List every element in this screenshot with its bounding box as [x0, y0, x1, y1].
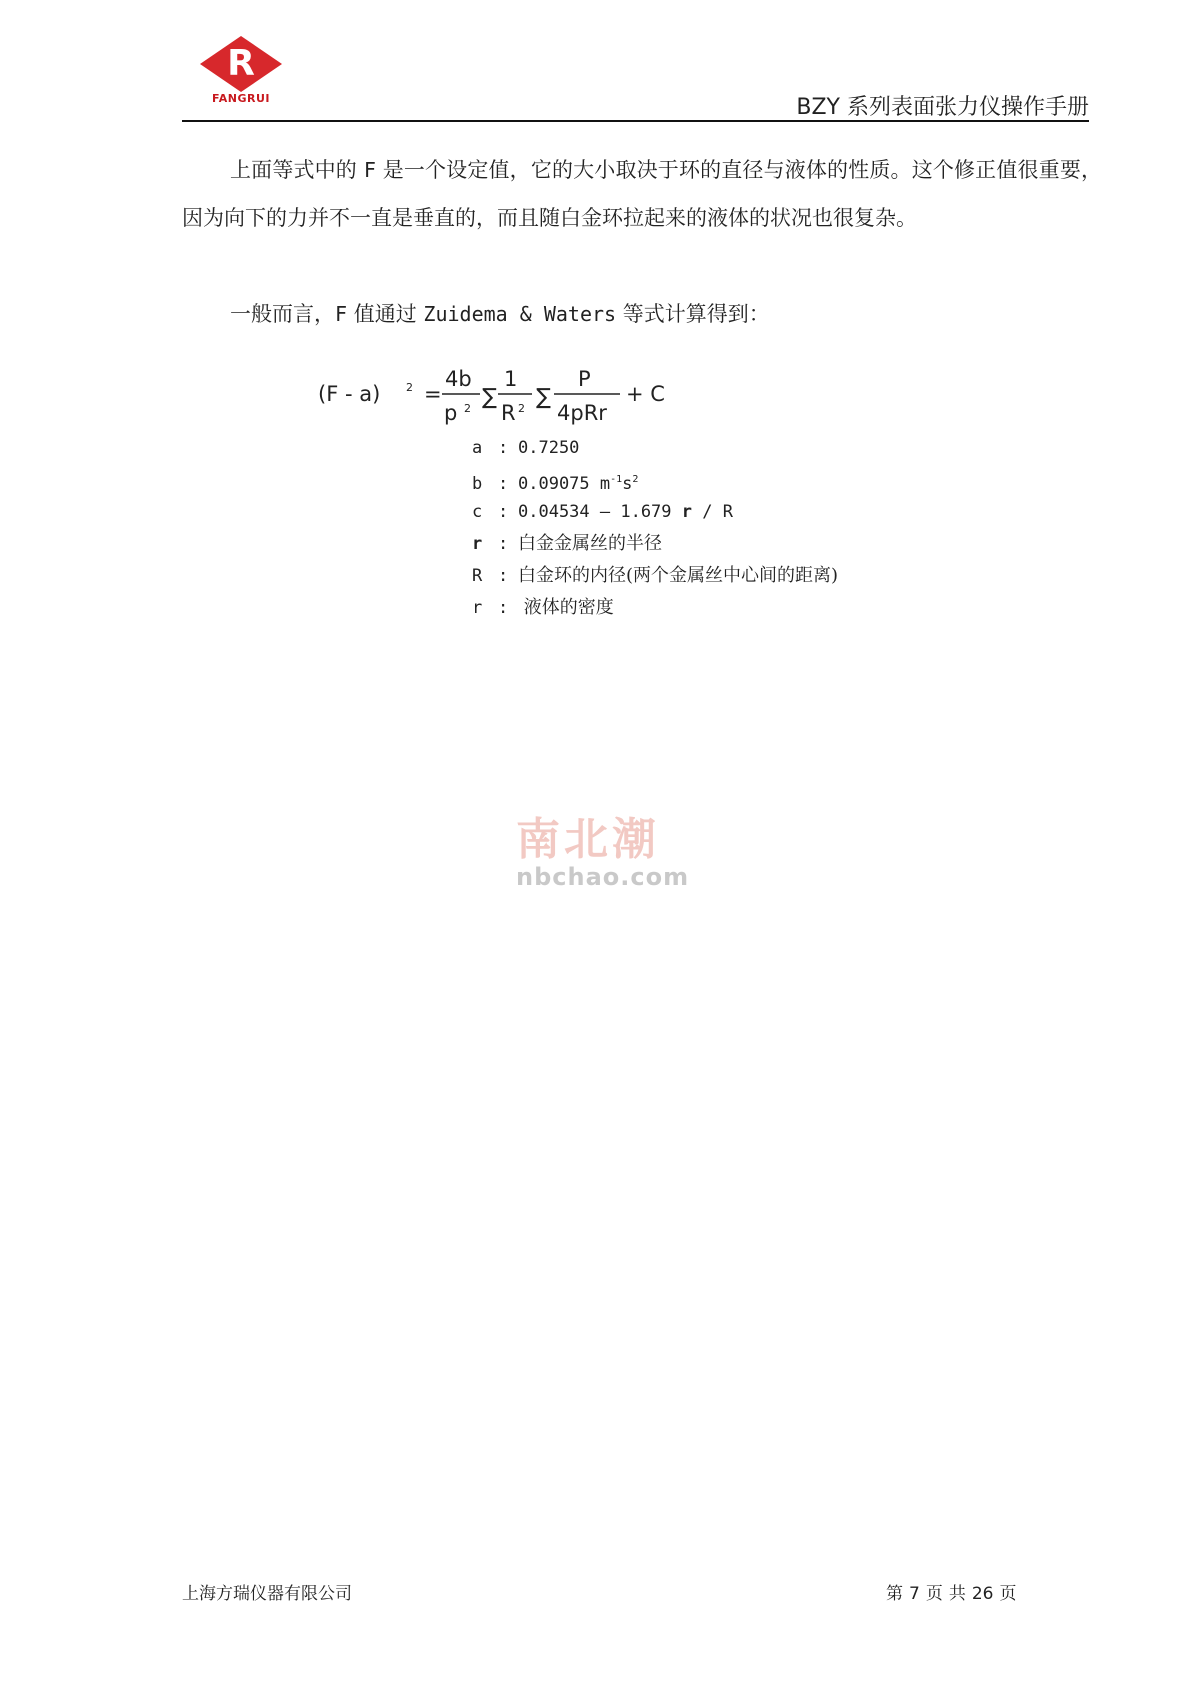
summation-1: ∑: [482, 385, 497, 410]
header-divider: [182, 120, 1089, 122]
text-run: 一般而言，: [230, 302, 335, 326]
def-colon: :: [498, 566, 509, 586]
summation-2: ∑: [536, 385, 551, 410]
def-value: 0.09075 m: [518, 474, 611, 494]
fraction1-den-exponent: 2: [464, 402, 471, 415]
def-bold-symbol: r: [681, 502, 693, 522]
def-colon: :: [498, 598, 509, 618]
def-colon: :: [498, 438, 509, 458]
total-pages: 26: [971, 1584, 994, 1604]
company-logo: [196, 34, 286, 112]
definition-r-density: [472, 592, 838, 624]
def-value-tail: / R: [692, 502, 733, 522]
def-superscript: 2: [632, 474, 639, 485]
footer-company: 上海方瑞仪器有限公司: [182, 1584, 352, 1604]
def-colon: :: [498, 502, 509, 522]
text-run: 是一个设定值，它的大小取决于环的直径与液体的性质。这个修正值很重要，因为向下的力并不一直是垂直的，而且随白金环拉起来的液体的状况也很复杂。: [182, 158, 1102, 230]
def-description: 白金环的内径(两个金属丝中心间的距离): [518, 565, 839, 586]
definition-r-wire: [472, 528, 838, 560]
text-run: 值通过: [347, 302, 424, 326]
formula-equals: =: [424, 382, 442, 406]
def-symbol: b: [472, 474, 483, 494]
def-description: 白金金属丝的半径: [518, 533, 662, 554]
equation-name: Zuidema & Waters: [423, 302, 617, 326]
logo-diamond-icon: [196, 34, 286, 94]
formula-constant: + C: [626, 382, 665, 406]
def-symbol: R: [472, 566, 483, 586]
page-word: 页: [925, 1584, 943, 1604]
fraction2-denominator: R: [501, 401, 516, 425]
def-superscript: -1: [610, 474, 623, 485]
fraction1-numerator: 4b: [445, 367, 472, 391]
watermark-chinese: 南北潮: [516, 814, 660, 865]
formula-lhs-exponent: 2: [406, 381, 413, 394]
def-unit: s: [622, 474, 633, 494]
text-run: 上面等式中的: [230, 158, 364, 182]
logo-brand-text: FANGRUI: [212, 92, 270, 105]
paragraph-correction-factor: [182, 146, 1102, 242]
def-value: 0.04534 – 1.679: [518, 502, 682, 522]
total-word: 共: [948, 1584, 966, 1604]
def-colon: :: [498, 474, 509, 494]
def-symbol: r: [472, 598, 483, 618]
fraction2-den-exponent: 2: [518, 402, 525, 415]
variable-f: F: [335, 302, 348, 326]
definition-c: [472, 496, 838, 528]
watermark: [516, 814, 690, 891]
fraction3-denominator: 4pRr: [557, 401, 607, 425]
variable-f: F: [363, 158, 376, 182]
formula-lhs: (F - a): [318, 382, 381, 406]
variable-definitions: [472, 432, 838, 624]
text-run: 等式计算得到：: [616, 302, 770, 326]
document-title: BZY 系列表面张力仪操作手册: [796, 95, 1089, 120]
def-colon: :: [498, 534, 509, 554]
def-description: 液体的密度: [518, 597, 614, 618]
page-suffix: 页: [999, 1584, 1017, 1604]
footer-page-number: [886, 1579, 1016, 1604]
definition-R-ring: [472, 560, 838, 592]
watermark-domain: nbchao.com: [516, 863, 690, 891]
logo-letter: R: [227, 43, 255, 84]
fraction3-numerator: P: [578, 367, 591, 391]
fraction2-numerator: 1: [504, 367, 518, 391]
fraction1-denominator: p: [444, 401, 458, 425]
definition-a: [472, 432, 838, 464]
page-prefix: 第: [886, 1584, 903, 1604]
current-page: 7: [909, 1584, 920, 1604]
def-symbol: r: [472, 534, 483, 554]
def-symbol: a: [472, 438, 483, 458]
definition-b: [472, 464, 838, 496]
def-symbol: c: [472, 502, 483, 522]
zuidema-waters-formula: [318, 360, 738, 430]
paragraph-equation-intro: [182, 290, 1102, 338]
def-value: 0.7250: [518, 438, 580, 458]
